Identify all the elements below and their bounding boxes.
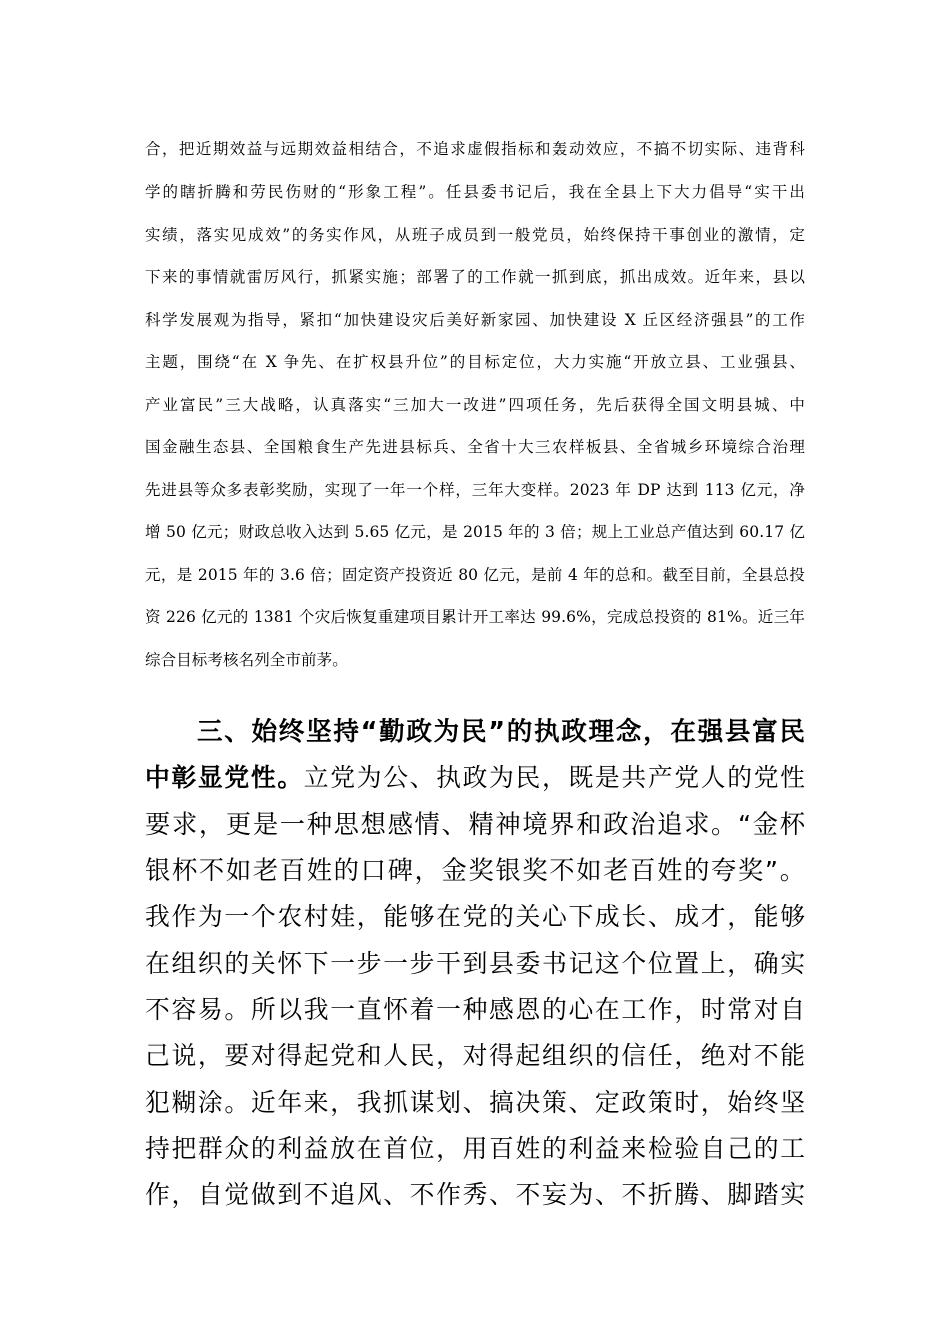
paragraph-line: 元，是 2015 年的 3.6 倍；固定资产投资近 80 亿元，是前 4 年的总和。截至目前，全县总投 xyxy=(145,566,805,584)
section-heading-end: 中彰显党性。 xyxy=(145,763,304,792)
section-body-line: 持把群众的利益放在首位，用百姓的利益来检验自己的工 xyxy=(145,1134,805,1163)
section-body-line: 在组织的关怀下一步一步干到县委书记这个位置上，确实 xyxy=(145,949,805,978)
paragraph-line: 合，把近期效益与远期效益相结合，不追求虚假指标和轰动效应，不搞不切实际、违背科 xyxy=(145,140,805,158)
paragraph-line: 下来的事情就雷厉风行，抓紧实施；部署了的工作就一抓到底，抓出成效。近年来，县以 xyxy=(145,268,805,286)
paragraph-line: 学的瞎折腾和劳民伤财的“形象工程”。任县委书记后，我在全县上下大力倡导“实干出 xyxy=(145,183,805,201)
section-body-line: 银杯不如老百姓的口碑，金奖银奖不如老百姓的夸奖”。 xyxy=(145,856,805,885)
paragraph-line: 产业富民”三大战略，认真落实“三加大一改进”四项任务，先后获得全国文明县城、中 xyxy=(145,396,805,414)
section-body-line: 己说，要对得起党和人民，对得起组织的信任，绝对不能 xyxy=(145,1041,805,1070)
section-body-line: 要求，更是一种思想感情、精神境界和政治追求。“金杯 xyxy=(145,810,805,839)
paragraph-line: 先进县等众多表彰奖励，实现了一年一个样，三年大变样。2023 年 DP 达到 113 亿元，净 xyxy=(145,481,805,499)
paragraph-line: 增 50 亿元；财政总收入达到 5.65 亿元，是 2015 年的 3 倍；规上工业总产值达到 60.17 亿 xyxy=(145,523,805,541)
section-body-line: 不容易。所以我一直怀着一种感恩的心在工作，时常对自 xyxy=(145,995,805,1024)
section-heading: 三、始终坚持“勤政为民”的执政理念，在强县富民 xyxy=(197,717,805,747)
paragraph-line: 综合目标考核名列全市前茅。 xyxy=(145,651,348,669)
paragraph-line: 资 226 亿元的 1381 个灾后恢复重建项目累计开工率达 99.6%，完成总投资的 81%。近三年 xyxy=(145,608,805,626)
section-body-line: 犯糊涂。近年来，我抓谋划、搞决策、定政策时，始终坚 xyxy=(145,1088,805,1117)
section-body-start: 立党为公、执政为民，既是共产党人的党性 xyxy=(303,763,805,792)
section-body-line: 作，自觉做到不追风、不作秀、不妄为、不折腾、脚踏实 xyxy=(145,1180,805,1209)
paragraph-line: 实绩，落实见成效”的务实作风，从班子成员到一般党员，始终保持干事创业的激情，定 xyxy=(145,226,805,244)
paragraph-line: 主题，围绕“在 X 争先、在扩权县升位”的目标定位，大力实施“开放立县、工业强县、 xyxy=(145,353,805,371)
paragraph-line: 国金融生态县、全国粮食生产先进县标兵、全省十大三农样板县、全省城乡环境综合治理 xyxy=(145,438,805,456)
section-heading-continuation xyxy=(145,758,805,794)
paragraph-line: 科学发展观为指导，紧扣“加快建设灾后美好新家园、加快建设 X 丘区经济强县”的工作 xyxy=(145,311,805,329)
section-body-line: 我作为一个农村娃，能够在党的关心下成长、成才，能够 xyxy=(145,902,805,931)
